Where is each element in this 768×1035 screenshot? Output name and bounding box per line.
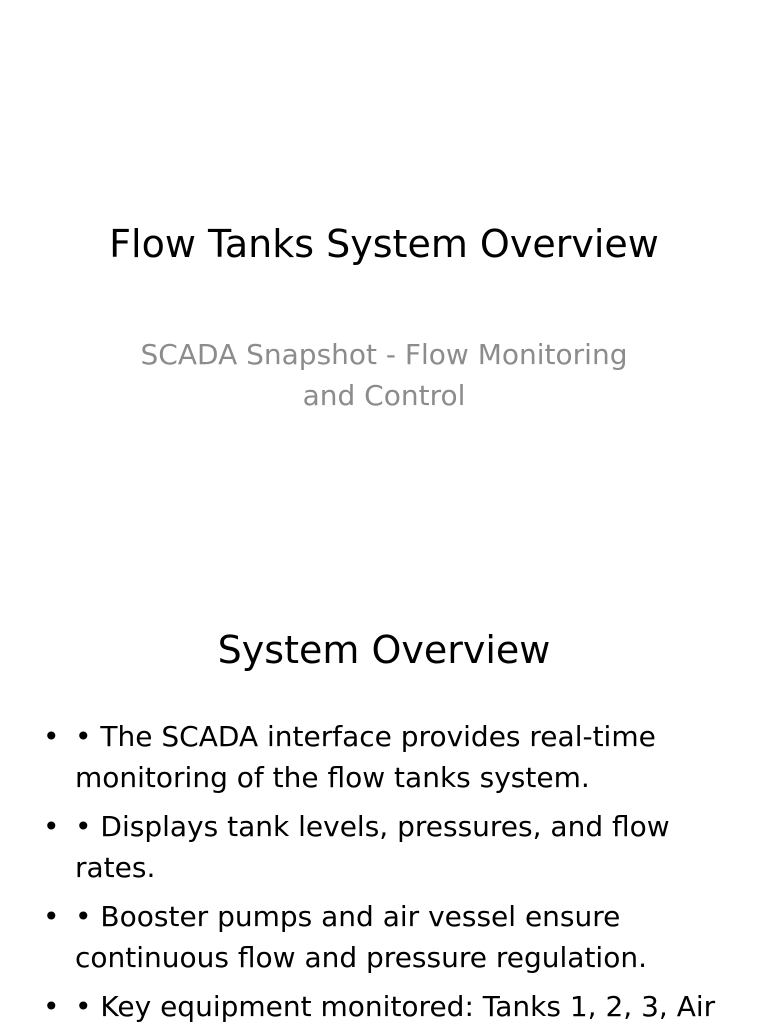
list-item: [38, 716, 738, 798]
list-item: [38, 896, 738, 978]
bullet-icon: •: [43, 990, 60, 1023]
slide-heading: System Overview: [217, 628, 551, 672]
bullet-text: • The SCADA interface provides real-time monitoring of the flow tanks system.: [75, 720, 656, 794]
bullet-list: [38, 716, 738, 1035]
bullet-text: • Key equipment monitored: Tanks 1, 2, 3, Air: [75, 990, 716, 1023]
slide-title: Flow Tanks System Overview: [109, 222, 659, 266]
bullet-text: • Booster pumps and air vessel ensure continuous flow and pressure regulation.: [75, 900, 647, 974]
slide-subtitle: SCADA Snapshot - Flow Monitoring and Control: [140, 338, 628, 412]
bullet-text: • Displays tank levels, pressures, and flow rates.: [75, 810, 670, 884]
list-item: [38, 806, 738, 888]
overview-slide: [0, 576, 768, 1024]
bullet-icon: •: [43, 810, 60, 843]
bullet-icon: •: [43, 900, 60, 933]
list-item: [38, 986, 738, 1027]
bullet-icon: •: [43, 720, 60, 753]
